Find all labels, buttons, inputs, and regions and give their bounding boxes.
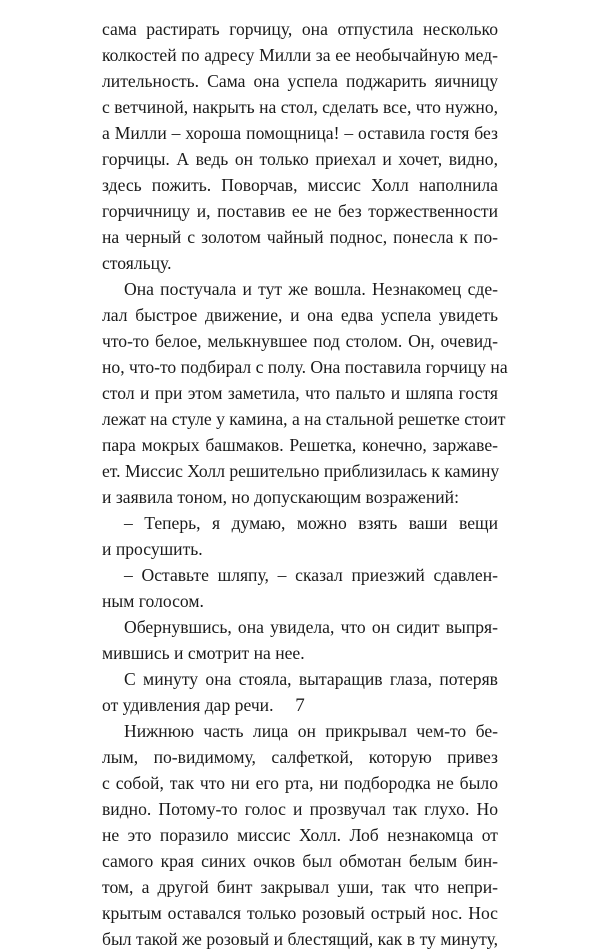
text-line: лительность. Сама она успела поджарить яичницу — [102, 71, 498, 91]
text-line: стояльцу. — [102, 253, 172, 273]
text-line: с собой, так что ни его рта, ни подбородка не было — [102, 773, 498, 793]
text-line: пара мокрых башмаков. Решетка, конечно, заржаве- — [102, 435, 498, 455]
text-line: лым, по-видимому, салфеткой, которую привез — [102, 747, 498, 767]
text-line: самого края синих очков был обмотан белым бин- — [102, 851, 498, 871]
page-number: 7 — [295, 695, 305, 716]
text-line: и просушить. — [102, 539, 203, 559]
text-line: ет. Миссис Холл решительно приблизилась к камину — [102, 461, 500, 481]
text-line: видно. Потому-то голос и прозвучал так глухо. Но — [102, 799, 498, 819]
text-line: Обернувшись, она увидела, что он сидит выпря- — [124, 617, 498, 637]
text-line: Нижнюю часть лица он прикрывал чем-то бе- — [124, 721, 498, 741]
text-line: здесь пожить. Поворчав, миссис Холл наполнила — [102, 175, 498, 195]
text-line: что-то белое, мелькнувшее под столом. Он, очевид- — [102, 331, 498, 351]
text-line: а Милли – хороша помощница! – оставила гостя без — [102, 123, 498, 143]
text-line: мившись и смотрит на нее. — [102, 643, 305, 663]
text-line: лежат на стуле у камина, а на стальной решетке стоит — [102, 409, 506, 429]
text-line: горчичницу и, поставив ее не без торжественности — [102, 201, 498, 221]
text-line: горчицы. А ведь он только приехал и хочет, видно, — [102, 149, 498, 169]
text-line: крытым оставался только розовый острый нос. Нос — [102, 903, 498, 923]
text-line: лал быстрое движение, и она едва успела увидеть — [102, 305, 498, 325]
text-line: колкостей по адресу Милли за ее необычайную мед- — [102, 45, 498, 65]
text-line: не это поразило миссис Холл. Лоб незнакомца от — [102, 825, 498, 845]
text-line: Она постучала и тут же вошла. Незнакомец сде- — [124, 279, 498, 299]
text-line: стол и при этом заметила, что пальто и шляпа гостя — [102, 383, 498, 403]
body-text — [102, 16, 508, 952]
text-line: на черный с золотом чайный поднос, понесла к по- — [102, 227, 498, 247]
text-line: с ветчиной, накрыть на стол, сделать все, что нужно, — [102, 97, 499, 117]
text-line: ным голосом. — [102, 591, 204, 611]
text-line: и заявила тоном, но допускающим возражений: — [102, 487, 459, 507]
text-line: – Теперь, я думаю, можно взять ваши вещи — [124, 513, 498, 533]
text-line: – Оставьте шляпу, – сказал приезжий сдавлен- — [124, 565, 498, 585]
text-line: от удивления дар речи. — [102, 695, 274, 715]
text-line: но, что-то подбирал с полу. Она поставила горчицу на — [102, 357, 508, 377]
text-line: был такой же розовый и блестящий, как в ту минуту, — [102, 929, 498, 949]
text-line: С минуту она стояла, вытаращив глаза, потеряв — [124, 669, 498, 689]
text-line: том, а другой бинт закрывал уши, так что непри- — [102, 877, 498, 897]
text-line: сама растирать горчицу, она отпустила несколько — [102, 19, 498, 39]
